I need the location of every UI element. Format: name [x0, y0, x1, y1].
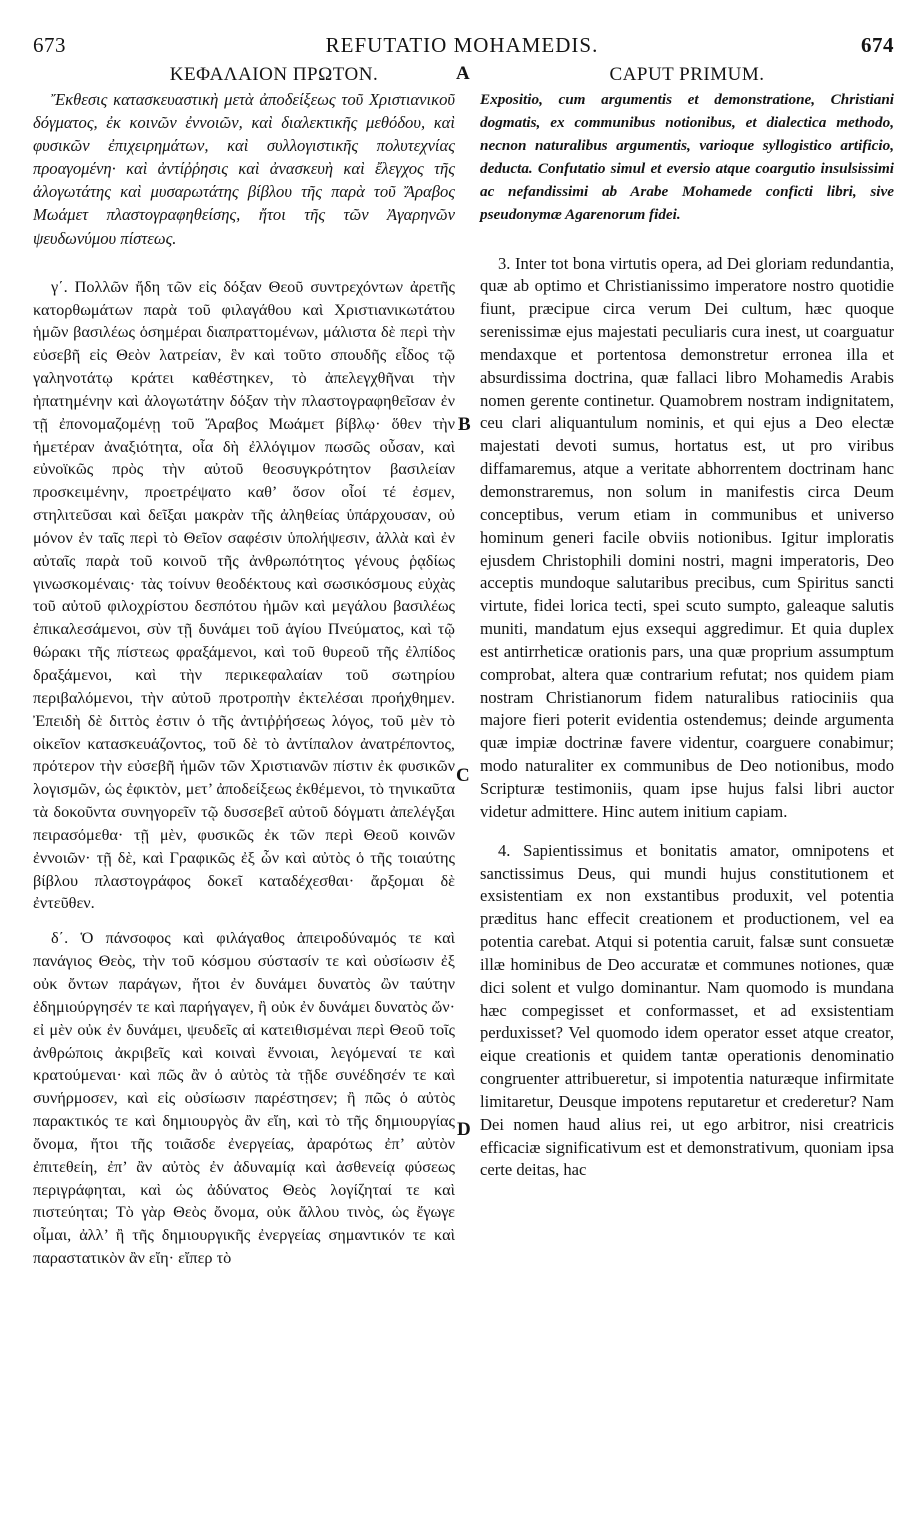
greek-paragraph-4: δ΄. Ὁ πάνσοφος καὶ φιλάγαθος ἀπειροδύναμός τε καὶ πανάγιος Θεὸς, τὴν τοῦ κόσμου σύστασίν τε καὶ οὐσίωσιν ἐξ οὐκ ὄντων παράγων, ἤτοι ἐν δυνάμει δυνατὸς ὢν ταύτην ἐδημιούργησέν τε καὶ παρήγαγεν, ἢ οὐκ ἐν δυνάμει δυνατὸς ὤν· εἰ μὲν οὐκ ἐν δυνάμει, ψευδεῖς αἱ κατειθισμέναι περὶ Θεοῦ τοῖς ἀνθρώποις ἀκριβεῖς καὶ κοιναὶ ἔννοιαι, λεγόμεναί τε καὶ κρατούμεναι· καὶ πῶς ἂν ὁ αὐτὸς τὰ τῇδε συνέδησέν τε καὶ συνήρμοσεν, καὶ εἰς οὐσίωσιν παρέστησεν; ἢ πῶς ὁ αὐτὸς παρακτικός τε καὶ δημιουργὸς ἂν εἴη, καὶ τὸ τῆς δημιουργίας ὄνομα, ἤτοι τῆς τοιᾶσδε ἐνεργείας, ἀραρότως ἐπ’ αὐτὸν ἐπιτεθείη, ἐπ’ ἂν αὐτὸς ἐν ἀδυναμίᾳ καὶ ἀσθενείᾳ φύσεως περιγράφηται, καὶ ὡς ἀδύνατος Θεὸς λογίζηταί τε καὶ πιστεύηται; Τὸ γὰρ Θεὸς ὄνομα, οὐκ ἄλλου τινὸς, ὡς ἔγωγε οἶμαι, ἀλλ’ ἢ τῆς δημιουργικῆς ἐνεργείας σημαντικόν τε καὶ παραστατικὸν ἂν εἴη· εἴπερ τὸ	[33, 928, 455, 1268]
greek-paragraph-3: γ΄. Πολλῶν ἤδη τῶν εἰς δόξαν Θεοῦ συντρεχόντων ἀρετῆς κατορθωμάτων παρὰ τοῦ φιλαγάθου καὶ Χριστιανικωτάτου ἡμῶν βασιλέως ὁσημέραι διαπραττομένων, μάλιστα δὲ περὶ τὴν εὐσεβῆ εἰς Θεὸν λατρείαν, ἓν καὶ τοῦτο σπουδῆς εἶδος τῷ γαληνοτάτῳ κράτει καθέστηκεν, τὸ ἀπελεγχθῆναι τὴν ἠπατημένην καὶ ἀλογωτάτην δόξαν τὴν πλαστογραφηθεῖσαν ἐν τῇ ἐπονομαζομένῃ τοῦ Ἄραβος Μωάμετ βίβλῳ· ὅθεν τὴν ἡμετέραν ἀναξιότητα, οἷα δὴ ἐλλόγιμον πωσῶς οὖσαν, καὶ εὐνοϊκῶς πρὸς τὴν αὐτοῦ θεοσυγκρότητον βασιλείαν προσκειμένην, προετρέψατο καθ’ ὅσον οἷοί τέ ἐσμεν, στηλιτεῦσαι καὶ δεῖξαι μακρὰν τῆς ἀληθείας ὑπάρχουσαν, οὐ μόνον ἐν ταῖς περὶ τὸ Θεῖον σαφέσιν ὑπολήψεσιν, ἀλλὰ καὶ ἐν αὐταῖς παρὰ τοῦ κοινοῦ τῆς ἀνθρωπότητος γένους ῥᾳδίως γινωσκομέναις· τὰς τοίνυν θεοδέκτους καὶ σωσικόσμους εὐχὰς τοῦ αὐτοῦ φιλοχρίστου δεσπότου ἡμῶν καὶ μεγάλου βασιλέως ἐπικαλεσάμενοι, σὺν τῇ δυνάμει τοῦ ἁγίου Πνεύματος, καὶ τῷ θώρακι τῆς πίστεως φραξάμενοι, καὶ τοῦ θυρεοῦ τῆς ἐλπίδος δραξάμενοι, καὶ τὴν περικεφαλαίαν τοῦ σωτηρίου περιβαλόμενοι, τὴν αὐτοῦ προτροπὴν ἐκτελέσαι προήχθημεν. Ἐπειδὴ δὲ διττὸς ἐστιν ὁ τῆς ἀντιῤῥήσεως λόγος, τοῦ μὲν τὸ οἰκεῖον κατασκευάζοντος, τοῦ δὲ τὸ ἀντίπαλον ἀνατρέποντος, πρότερον τὴν εὐσεβῆ ἡμῶν τῶν Χριστιανῶν πίστιν ἐκ φυσικῶν λογισμῶν, ὡς ἐφικτὸν, μετ’ ἀποδείξεως ἐκθέμενοι, τὸ τηνικαῦτα τὰ δοκοῦντα συνηγορεῖν τῷ δυσσεβεῖ αὐτοῦ δόγματι ἀπελέγξαι πειρασόμεθα· τῇ μὲν, φυσικῶς ἐκ τῶν περὶ Θεοῦ κοινῶν ἐννοιῶν· τῇ δὲ, καὶ Γραφικῶς ἐξ ὧν καὶ αὐτὸς ὁ τῆς τοιαύτης βίβλου πλαστογράφος δοκεῖ καταδέχεσθαι· ἄρξομαι δὲ ἐντεῦθεν.	[33, 276, 455, 913]
latin-summary: Expositio, cum argumentis et demonstratione, Christiani dogmatis, ex communibus notionibus, et dialectica methodo, necnon naturalibus argumentis, varioque syllogistico artificio, deducta. Confutatio simul et eversio atque coargutio insulsissimi ac nefandissimi ab Arabe Mohamede conficti libri, sive pseudonymæ Agarenorum fidei.	[480, 91, 894, 224]
margin-letter-b: B	[458, 414, 471, 435]
margin-letter-c: C	[456, 765, 470, 786]
running-title: REFUTATIO MOHAMEDIS.	[325, 33, 599, 57]
greek-summary: Ἔκθεσις κατασκευαστικὴ μετὰ ἀποδείξεως τοῦ Χριστιανικοῦ δόγματος, ἐκ κοινῶν ἐννοιῶν, καὶ διαλεκτικῆς μεθόδου, καὶ φυσικῶν ἐπιχειρημάτων, καὶ συλλογιστικῆς πολυτεχνίας προαγομένη· καὶ ἀντίῤῥησις καὶ ἀνασκευὴ καὶ ἔλεγχος τῆς ἀλογωτάτης καὶ μυσαρωτάτης βίβλου τῆς παρὰ τοῦ Ἄραβος Μωάμετ πλαστογραφηθείσης, ἤτοι τῆς τῶν Ἀγαρηνῶν ψευδωνύμου πίστεως.	[33, 90, 455, 248]
margin-letter-a: A	[456, 63, 470, 84]
latin-chapter-title: CAPUT PRIMUM.	[609, 64, 765, 85]
latin-paragraph-3: 3. Inter tot bona virtutis opera, ad Dei gloriam redundantia, quæ ab optimo et Christianissimo imperatore nostro quotidie fiunt, præcipue circa verum Dei cultum, hæc quoque serenissimæ ejus majestati peculiaris cura inest, ut coarguatur mendaxque et portentosa demonstretur erronea illa et absurdissima doctrina, quæ fallaci libro Mohamedis Arabis nomen gerente continetur. Quamobrem nostram indignitatem, ceu clari aliquantulum nominis, et qui ejus a Deo electæ majestati devoti sumus, hortatus est, ut pro viribus diffamaremus, atque a veritate abhorrentem doctrinam hanc demonstraremus, non solum in manifestis circa Deum conceptibus, verum etiam in communibus et universo hominum generi facile obviis notionibus. Igitur imploratis ejusdem Christophili domini nostri, magni imperatoris, Deo acceptis mundoque salutaribus precibus, cum Spiritus sancti virtute, fidei lorica tecti, spei scuto sumpto, galeaque salutis muniti, mandatum ejus exsequi aggredimur. Et quia duplex est antirrheticæ orationis pars, una quæ proprium assumptum comprobat, altera quæ contrarium refutat; nos quidem piam nostram Christianorum fidem naturalibus ratiociniis qua majore fieri poterit evidentia ostendemus; deinde argumenta quæ impiæ doctrinæ favere videntur, coarguere conabimur; modo naturaliter ex communibus de Deo notionibus, modo Scripturæ testimoniis, quam ipse hujus falsi libri auctor videtur admittere. Hinc autem initium capiam.	[480, 253, 894, 821]
margin-letter-d: D	[457, 1119, 471, 1140]
latin-column	[480, 64, 894, 1182]
latin-paragraph-4: 4. Sapientissimus et bonitatis amator, omnipotens et sanctissimus Deus, qui mundi hujus constitutionem et exsistentiam ex non exstantibus produxit, vel potentia præditus hanc effecit creationem et productionem, vel ea potentia carebat. Atqui si potentia caruit, falsæ sunt consuetæ illæ hominibus de Deo accuratæ et communes notiones, quæ dici solent et vulgo dominantur. Nam quomodo is mundana hæc compegisset et conformasset, et ad exsistentiam perduxisset? Vel quomodo idem operator esset atque creator, eique creationis et quidem tantæ operationis denominatio congruenter attribueretur, si impotentia naturæque infirmitate limitaretur, Deusque impotens reputaretur et crederetur? Nam Dei nomen haud alius rei, ut ego arbitror, nisi creatricis efficaciæ significativum est et demonstrativum, quoniam ipsa certe deitas, hac	[480, 840, 894, 1180]
greek-column	[33, 64, 455, 1270]
greek-chapter-title: ΚΕΦΑΛΑΙΟΝ ΠΡΩΤΟΝ.	[169, 64, 379, 85]
left-page-number: 673	[33, 33, 66, 57]
right-page-number: 674	[861, 33, 894, 57]
